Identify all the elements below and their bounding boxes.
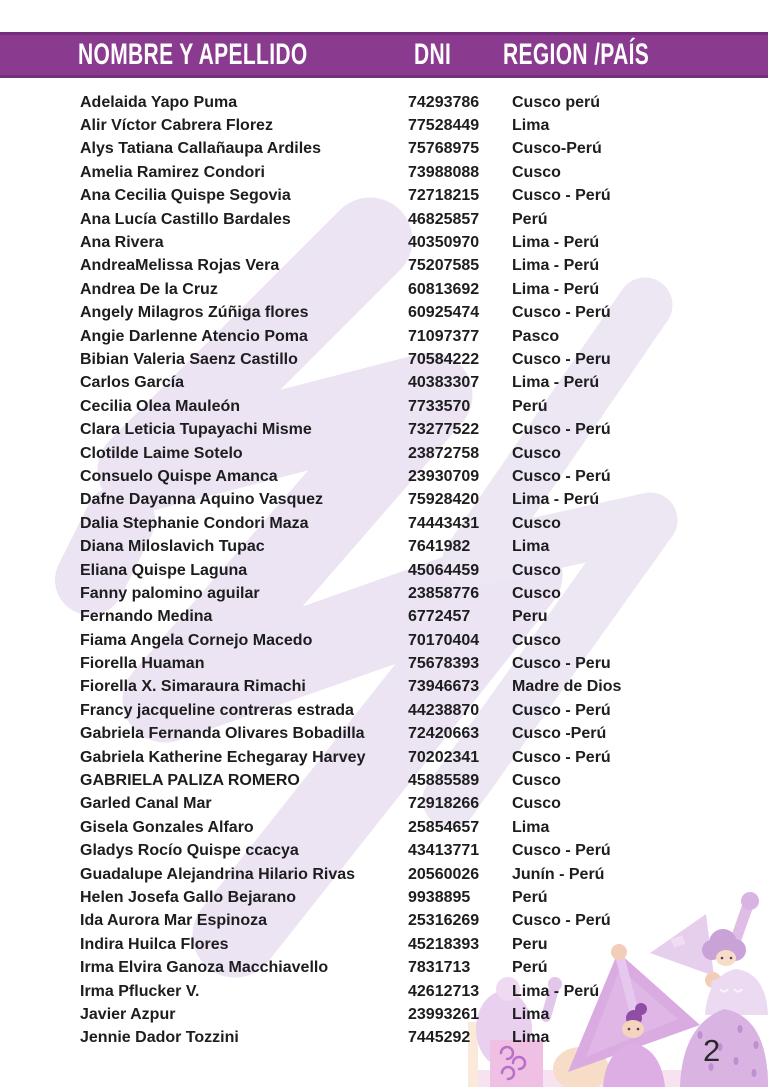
- dni-cell: 45885589: [408, 772, 480, 790]
- name-cell: Angie Darlenne Atencio Poma: [80, 327, 308, 345]
- table-row: [0, 465, 768, 488]
- name-cell: Consuelo Quispe Amanca: [80, 467, 278, 485]
- region-cell: Madre de Dios: [512, 678, 622, 696]
- name-cell: Fiorella Huaman: [80, 655, 205, 673]
- region-cell: Perú: [512, 397, 548, 415]
- table-row: [0, 559, 768, 582]
- name-cell: Amelia Ramirez Condori: [80, 163, 265, 181]
- table-row: [0, 956, 768, 979]
- table-row: [0, 348, 768, 371]
- name-cell: Clotilde Laime Sotelo: [80, 444, 243, 462]
- name-cell: Carlos García: [80, 374, 185, 392]
- dni-cell: 42612713: [408, 982, 480, 1000]
- table-row: [0, 676, 768, 699]
- table-row: [0, 840, 768, 863]
- region-cell: Cusco: [512, 584, 561, 602]
- dni-cell: 40350970: [408, 234, 480, 252]
- name-cell: Francy jacqueline contreras estrada: [80, 701, 354, 719]
- dni-cell: 75928420: [408, 491, 480, 509]
- dni-cell: 72918266: [408, 795, 480, 813]
- name-cell: GABRIELA PALIZA ROMERO: [80, 772, 300, 790]
- dni-cell: 73988088: [408, 163, 480, 181]
- table-row: [0, 1003, 768, 1026]
- region-cell: Peru: [512, 608, 548, 626]
- name-cell: Fiama Angela Cornejo Macedo: [80, 631, 313, 649]
- table-row: [0, 933, 768, 956]
- region-cell: Cusco - Perú: [512, 701, 611, 719]
- dni-cell: 70202341: [408, 748, 480, 766]
- dni-cell: 7641982: [408, 538, 471, 556]
- dni-cell: 7733570: [408, 397, 471, 415]
- region-cell: Junín - Perú: [512, 865, 605, 883]
- dni-cell: 70584222: [408, 350, 480, 368]
- dni-cell: 73277522: [408, 421, 480, 439]
- region-cell: Perú: [512, 959, 548, 977]
- table-row: [0, 816, 768, 839]
- name-cell: Jennie Dador Tozzini: [80, 1029, 239, 1047]
- name-cell: Gabriela Katherine Echegaray Harvey: [80, 748, 366, 766]
- table-row: [0, 980, 768, 1003]
- name-cell: Gisela Gonzales Alfaro: [80, 818, 254, 836]
- table-row: [0, 208, 768, 231]
- table-row: [0, 582, 768, 605]
- name-cell: Clara Leticia Tupayachi Misme: [80, 421, 312, 439]
- region-cell: Cusco-Perú: [512, 140, 602, 158]
- name-cell: Fernando Medina: [80, 608, 213, 626]
- table-row: [0, 746, 768, 769]
- table-row: [0, 418, 768, 441]
- column-header-region-pais: REGION /PAÍS: [503, 38, 650, 71]
- dni-cell: 7831713: [408, 959, 471, 977]
- name-cell: Irma Pflucker V.: [80, 982, 200, 1000]
- column-header-dni: DNI: [414, 38, 452, 71]
- dni-cell: 74293786: [408, 93, 480, 111]
- name-cell: Cecilia Olea Mauleón: [80, 397, 241, 415]
- table-row: [0, 372, 768, 395]
- dni-cell: 60925474: [408, 304, 480, 322]
- region-cell: Cusco - Perú: [512, 421, 611, 439]
- dni-cell: 25854657: [408, 818, 480, 836]
- table-row: [0, 863, 768, 886]
- region-cell: Cusco - Perú: [512, 842, 611, 860]
- region-cell: Lima - Perú: [512, 491, 600, 509]
- region-cell: Perú: [512, 210, 548, 228]
- dni-cell: 70170404: [408, 631, 480, 649]
- table-row: [0, 1027, 768, 1050]
- dni-cell: 73946673: [408, 678, 480, 696]
- table-row: [0, 161, 768, 184]
- table-row: [0, 793, 768, 816]
- table-row: [0, 652, 768, 675]
- dni-cell: 45218393: [408, 935, 480, 953]
- table-row: [0, 91, 768, 114]
- table-row: [0, 255, 768, 278]
- region-cell: Cusco - Perú: [512, 187, 611, 205]
- region-cell: Lima: [512, 538, 550, 556]
- table-row: [0, 302, 768, 325]
- name-cell: Ana Rivera: [80, 234, 164, 252]
- dni-cell: 9938895: [408, 888, 471, 906]
- region-cell: Lima: [512, 818, 550, 836]
- name-cell: Alys Tatiana Callañaupa Ardiles: [80, 140, 321, 158]
- column-header-nombre-apellido: NOMBRE Y APELLIDO: [78, 38, 308, 71]
- dni-cell: 77528449: [408, 117, 480, 135]
- name-cell: Garled Canal Mar: [80, 795, 212, 813]
- name-cell: Andrea De la Cruz: [80, 280, 218, 298]
- dni-cell: 46825857: [408, 210, 480, 228]
- region-cell: Cusco - Peru: [512, 655, 611, 673]
- table-row: [0, 723, 768, 746]
- dni-cell: 75678393: [408, 655, 480, 673]
- table-row: [0, 489, 768, 512]
- dni-cell: 60813692: [408, 280, 480, 298]
- name-cell: Irma Elvira Ganoza Macchiavello: [80, 959, 329, 977]
- name-cell: Fanny palomino aguilar: [80, 584, 260, 602]
- table-row: [0, 699, 768, 722]
- table-row: [0, 114, 768, 137]
- dni-cell: 75768975: [408, 140, 480, 158]
- name-cell: Gabriela Fernanda Olivares Bobadilla: [80, 725, 365, 743]
- region-cell: Lima: [512, 1029, 550, 1047]
- dni-cell: 25316269: [408, 912, 480, 930]
- dni-cell: 40383307: [408, 374, 480, 392]
- region-cell: Cusco - Perú: [512, 304, 611, 322]
- region-cell: Cusco - Peru: [512, 350, 611, 368]
- name-cell: Angely Milagros Zúñiga flores: [80, 304, 309, 322]
- dni-cell: 23872758: [408, 444, 480, 462]
- name-cell: Gladys Rocío Quispe ccacya: [80, 842, 299, 860]
- table-row: [0, 606, 768, 629]
- table-row: [0, 278, 768, 301]
- name-cell: Eliana Quispe Laguna: [80, 561, 248, 579]
- region-cell: Peru: [512, 935, 548, 953]
- table-row: [0, 325, 768, 348]
- name-cell: Ana Cecilia Quispe Segovia: [80, 187, 291, 205]
- region-cell: Cusco: [512, 561, 561, 579]
- region-cell: Lima: [512, 1005, 550, 1023]
- region-cell: Cusco -Perú: [512, 725, 607, 743]
- region-cell: Lima: [512, 117, 550, 135]
- name-cell: Indira Huilca Flores: [80, 935, 229, 953]
- table-row: [0, 535, 768, 558]
- name-cell: Ida Aurora Mar Espinoza: [80, 912, 267, 930]
- region-cell: Cusco - Perú: [512, 912, 611, 930]
- region-cell: Cusco: [512, 795, 561, 813]
- region-cell: Lima - Perú: [512, 257, 600, 275]
- region-cell: Perú: [512, 888, 548, 906]
- name-cell: Bibian Valeria Saenz Castillo: [80, 350, 298, 368]
- name-cell: Alir Víctor Cabrera Florez: [80, 117, 273, 135]
- dni-cell: 71097377: [408, 327, 480, 345]
- name-cell: Guadalupe Alejandrina Hilario Rivas: [80, 865, 356, 883]
- region-cell: Cusco: [512, 514, 561, 532]
- table-row: [0, 910, 768, 933]
- dni-cell: 23930709: [408, 467, 480, 485]
- region-cell: Lima - Perú: [512, 982, 600, 1000]
- table-row: [0, 442, 768, 465]
- dni-cell: 74443431: [408, 514, 480, 532]
- name-cell: Javier Azpur: [80, 1005, 176, 1023]
- dni-cell: 23858776: [408, 584, 480, 602]
- table-row: [0, 138, 768, 161]
- region-cell: Pasco: [512, 327, 560, 345]
- table-row: [0, 629, 768, 652]
- dni-cell: 45064459: [408, 561, 480, 579]
- name-cell: Dalia Stephanie Condori Maza: [80, 514, 309, 532]
- region-cell: Cusco - Perú: [512, 748, 611, 766]
- region-cell: Cusco: [512, 444, 561, 462]
- region-cell: Cusco perú: [512, 93, 601, 111]
- name-cell: Helen Josefa Gallo Bejarano: [80, 888, 297, 906]
- name-cell: Dafne Dayanna Aquino Vasquez: [80, 491, 324, 509]
- table-row: [0, 512, 768, 535]
- dni-cell: 72420663: [408, 725, 480, 743]
- region-cell: Lima - Perú: [512, 374, 600, 392]
- table-row: [0, 769, 768, 792]
- region-cell: Lima - Perú: [512, 234, 600, 252]
- dni-cell: 75207585: [408, 257, 480, 275]
- name-cell: AndreaMelissa Rojas Vera: [80, 257, 280, 275]
- table-row: [0, 395, 768, 418]
- table-row: [0, 886, 768, 909]
- region-cell: Lima - Perú: [512, 280, 600, 298]
- table-header-band: [0, 32, 768, 78]
- dni-cell: 43413771: [408, 842, 480, 860]
- dni-cell: 72718215: [408, 187, 480, 205]
- dni-cell: 44238870: [408, 701, 480, 719]
- region-cell: Cusco: [512, 163, 561, 181]
- name-cell: Fiorella X. Simaraura Rimachi: [80, 678, 306, 696]
- name-cell: Diana Miloslavich Tupac: [80, 538, 265, 556]
- name-cell: Ana Lucía Castillo Bardales: [80, 210, 291, 228]
- table-row: [0, 185, 768, 208]
- dni-cell: 20560026: [408, 865, 480, 883]
- region-cell: Cusco: [512, 631, 561, 649]
- page-number: 2: [703, 1033, 721, 1068]
- dni-cell: 7445292: [408, 1029, 471, 1047]
- name-cell: Adelaida Yapo Puma: [80, 93, 238, 111]
- region-cell: Cusco - Perú: [512, 467, 611, 485]
- dni-cell: 23993261: [408, 1005, 480, 1023]
- dni-cell: 6772457: [408, 608, 471, 626]
- participants-table: [0, 91, 768, 1050]
- table-row: [0, 231, 768, 254]
- region-cell: Cusco: [512, 772, 561, 790]
